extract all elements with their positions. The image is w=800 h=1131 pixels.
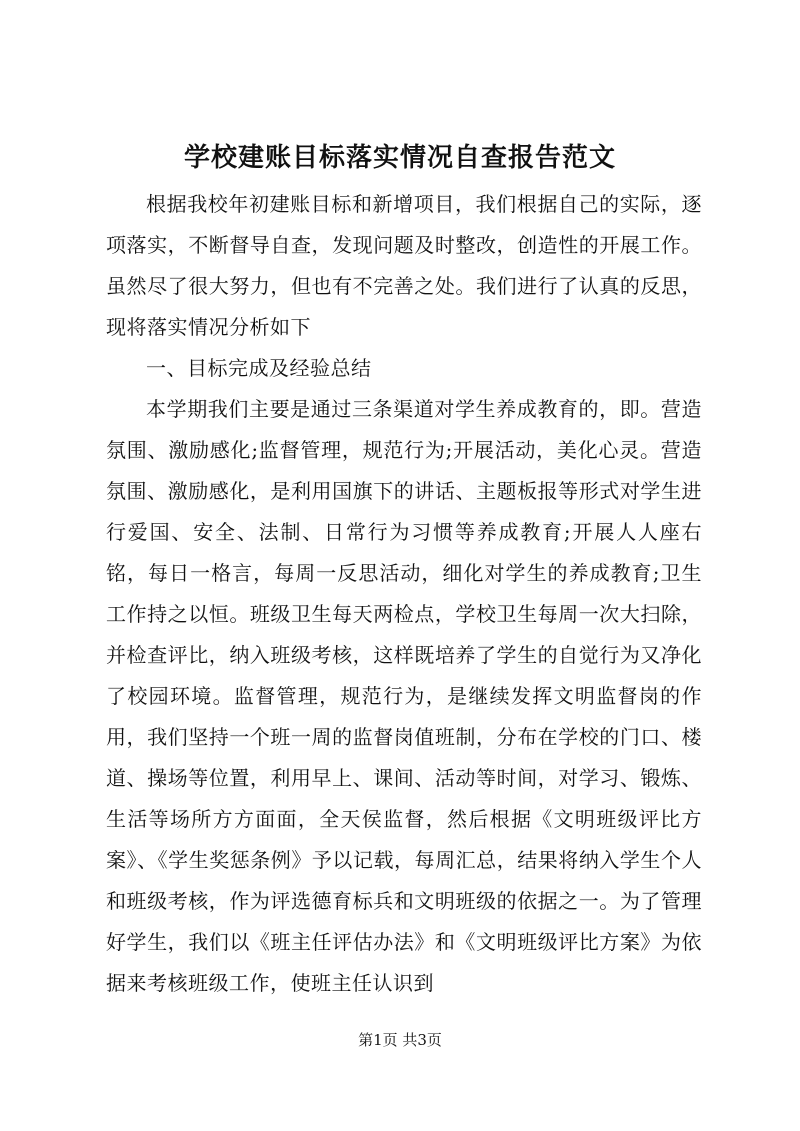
document-title: 学校建账目标落实情况自查报告范文: [183, 143, 616, 173]
section-heading: 一、目标完成及经验总结: [146, 356, 372, 380]
intro-paragraph: 根据我校年初建账目标和新增项目，我们根据自己的实际，逐项落实，不断督导自查，发现问题及时整改，创造性的开展工作。虽然尽了很大努力，但也有不完善之处。我们进行了认真的反思，现将落实情况分析如下: [106, 192, 702, 339]
page-footer: 第1页 共3页: [358, 1031, 442, 1049]
document-body: [106, 184, 702, 1004]
body-paragraph: 本学期我们主要是通过三条渠道对学生养成教育的，即。营造氛围、激励感化;监督管理，规范行为;开展活动，美化心灵。营造氛围、激励感化，是利用国旗下的讲话、主题板报等形式对学生进行爱国、安全、法制、日常行为习惯等养成教育;开展人人座右铭，每日一格言，每周一反思活动，细化对学生的养成教育;卫生工作持之以恒。班级卫生每天两检点，学校卫生每周一次大扫除，并检查评比，纳入班级考核，这样既培养了学生的自觉行为又净化了校园环境。监督管理，规范行为，是继续发挥文明监督岗的作用，我们坚持一个班一周的监督岗值班制，分布在学校的门口、楼道、操场等位置，利用早上、课间、活动等时间，对学习、锻炼、生活等场所方方面面，全天侯监督，然后根据《文明班级评比方案》、《学生奖惩条例》予以记载，每周汇总，结果将纳入学生个人和班级考核，作为评选德育标兵和文明班级的依据之一。为了管理好学生，我们以《班主任评估办法》和《文明班级评比方案》为依据来考核班级工作，使班主任认识到: [106, 397, 702, 995]
